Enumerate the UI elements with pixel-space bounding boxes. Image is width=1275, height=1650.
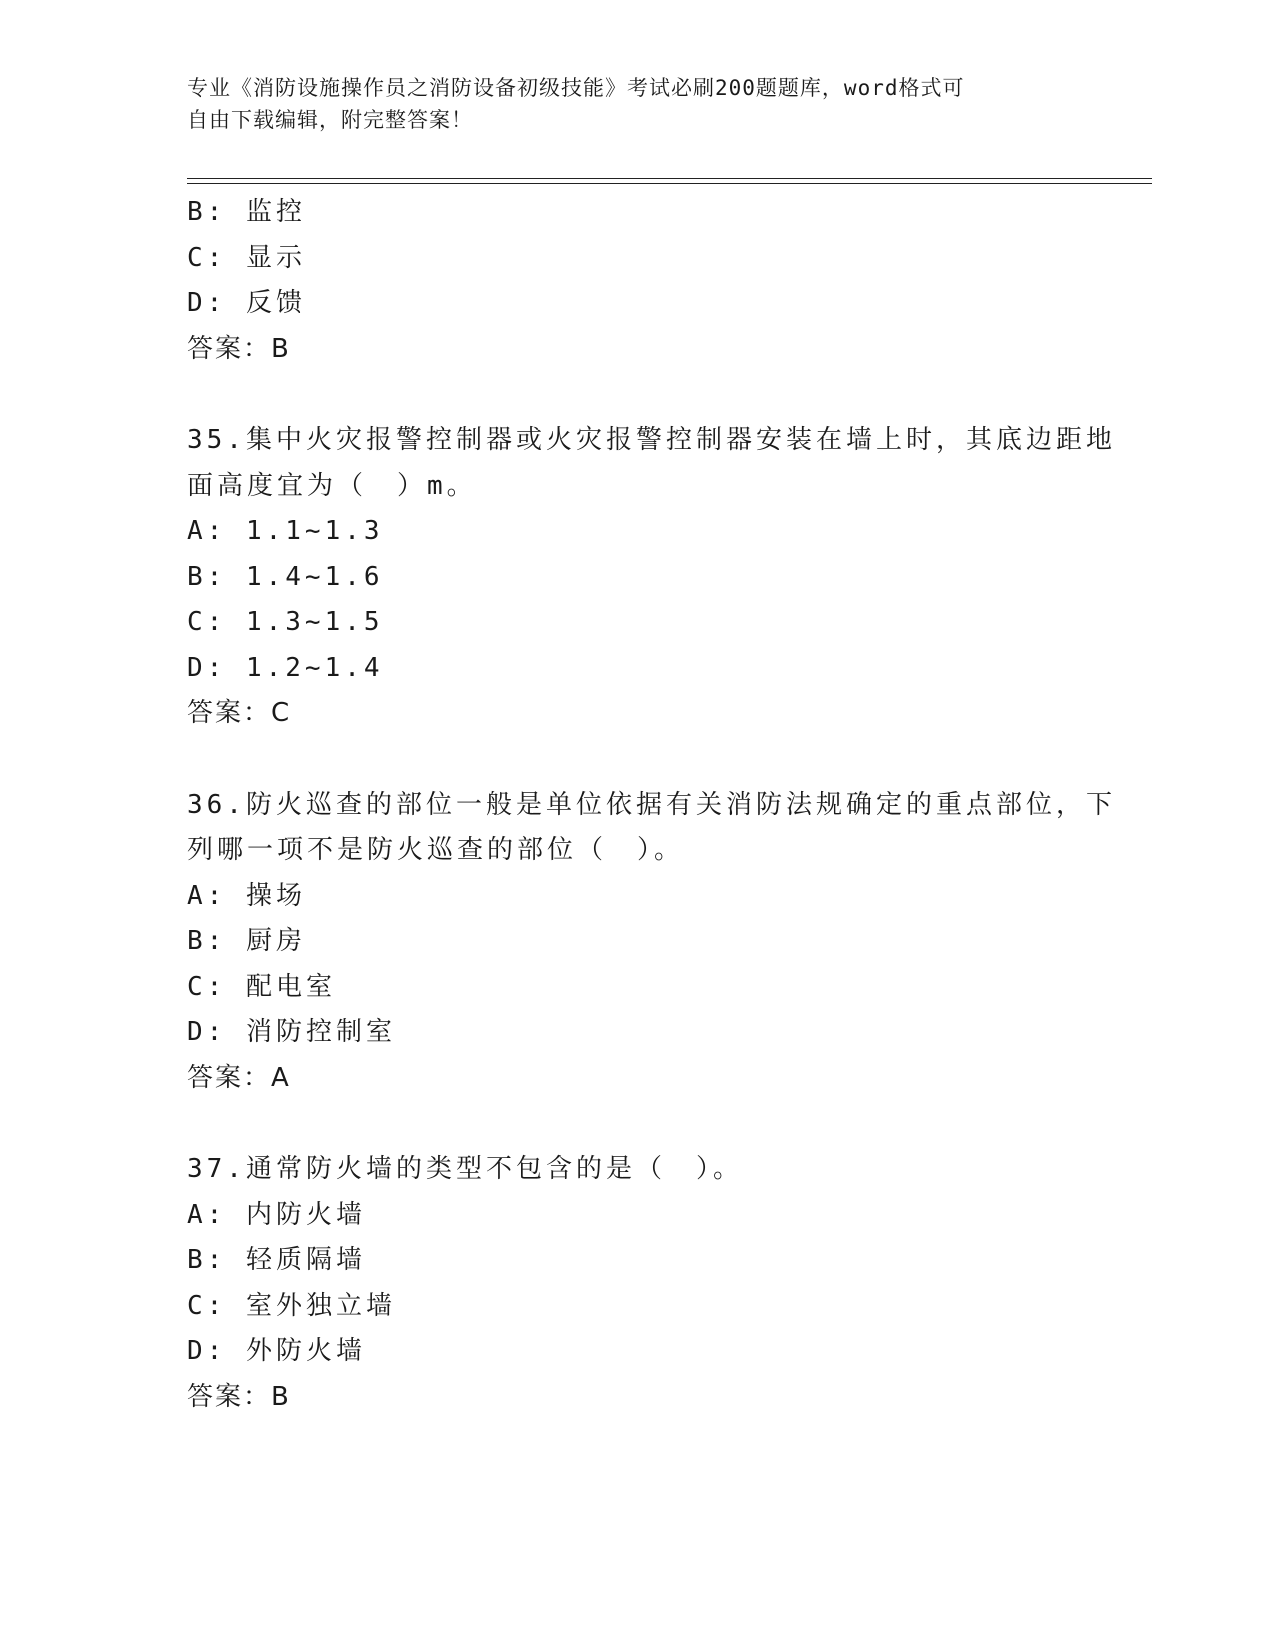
- option-a: A: 内防火墙: [187, 1199, 366, 1230]
- option-c: C: 配电室: [187, 971, 336, 1002]
- question-34-continued: [187, 190, 1087, 372]
- question-list: [187, 190, 1116, 1420]
- header-divider-bottom: [187, 183, 1152, 184]
- option-d: D: 消防控制室: [187, 1017, 396, 1047]
- question-35: [187, 418, 1116, 737]
- header-title-line-1: 专业《消防设施操作员之消防设备初级技能》考试必刷200题题库，word格式可: [187, 76, 965, 100]
- answer-line: 答案：B: [187, 333, 291, 364]
- option-c: C: 1.3~1.5: [187, 607, 384, 637]
- answer-line: 答案：A: [187, 1062, 291, 1093]
- option-a: A: 操场: [187, 880, 306, 911]
- option-b: B: 监控: [187, 197, 306, 227]
- option-b: B: 1.4~1.6: [187, 561, 384, 592]
- option-c: C: 室外独立墙: [187, 1290, 396, 1321]
- question-stem-line-2: 列哪一项不是防火巡查的部位（ ）。: [187, 835, 685, 865]
- answer-line: 答案：B: [187, 1381, 291, 1412]
- option-d: D: 1.2~1.4: [187, 652, 384, 683]
- option-d: D: 反馈: [187, 288, 306, 318]
- question-stem-line-1: 36.防火巡查的部位一般是单位依据有关消防法规确定的重点部位，下: [187, 789, 1116, 820]
- question-36: [187, 783, 1116, 1102]
- header-divider-top: [187, 178, 1152, 179]
- option-d: D: 外防火墙: [187, 1336, 366, 1366]
- option-a: A: 1.1~1.3: [187, 516, 384, 546]
- question-37: [187, 1147, 1087, 1420]
- document-header: [187, 72, 1067, 136]
- header-title-line-2: 自由下载编辑，附完整答案！: [187, 108, 473, 132]
- question-stem-line-2: 面高度宜为（ ）m。: [187, 470, 477, 501]
- answer-line: 答案：C: [187, 698, 292, 728]
- option-c: C: 显示: [187, 242, 306, 273]
- question-stem-line-1: 35.集中火灾报警控制器或火灾报警控制器安装在墙上时，其底边距地: [187, 425, 1116, 455]
- question-stem-line-1: 37.通常防火墙的类型不包含的是（ ）。: [187, 1154, 743, 1184]
- option-b: B: 厨房: [187, 926, 306, 956]
- option-b: B: 轻质隔墙: [187, 1245, 366, 1275]
